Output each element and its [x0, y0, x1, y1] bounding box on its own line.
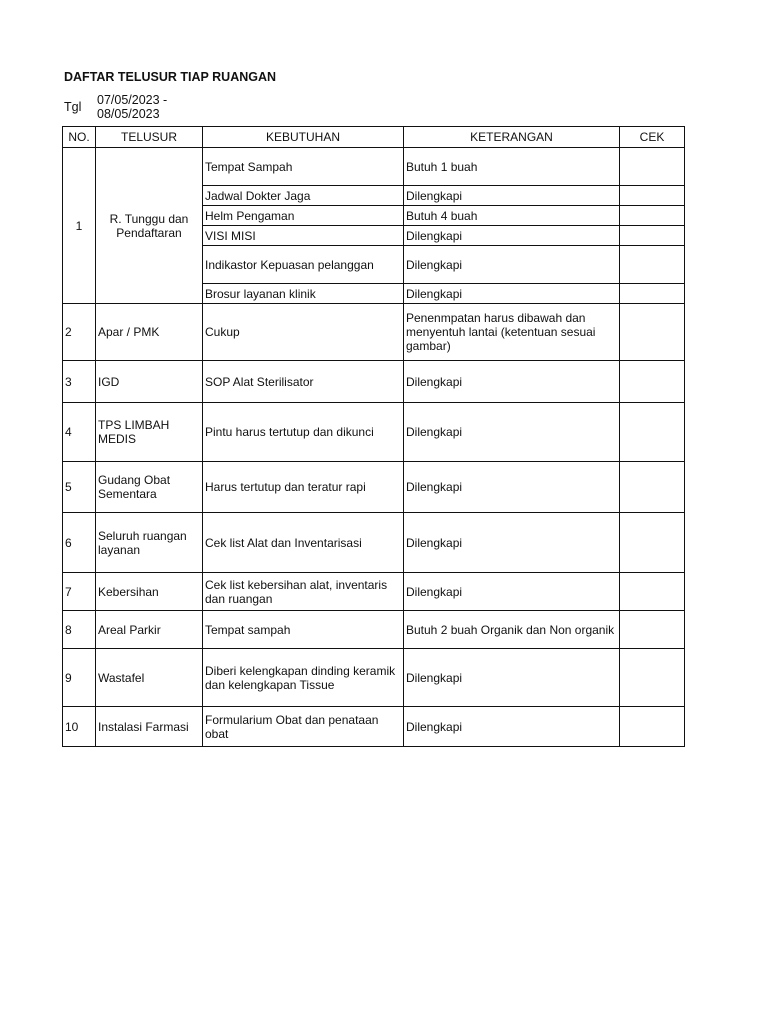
- cek-cell[interactable]: [620, 361, 685, 403]
- keterangan-cell: Dilengkapi: [404, 403, 620, 462]
- cek-cell[interactable]: [620, 403, 685, 462]
- table-row: [63, 707, 685, 747]
- cek-cell[interactable]: [620, 148, 685, 186]
- telusur-cell: R. Tunggu dan Pendaftaran: [96, 148, 203, 304]
- keterangan-cell: Dilengkapi: [404, 573, 620, 611]
- telusur-cell: Areal Parkir: [96, 611, 203, 649]
- page-title: DAFTAR TELUSUR TIAP RUANGAN: [64, 70, 277, 84]
- keterangan-cell: Dilengkapi: [404, 513, 620, 573]
- header-row: [63, 127, 685, 148]
- telusur-cell: Seluruh ruangan layanan: [96, 513, 203, 573]
- cek-cell[interactable]: [620, 573, 685, 611]
- header-no: NO.: [63, 127, 96, 148]
- table-row: [63, 611, 685, 649]
- keterangan-cell: Dilengkapi: [404, 246, 620, 284]
- cek-cell[interactable]: [620, 186, 685, 206]
- kebutuhan-cell: Pintu harus tertutup dan dikunci: [203, 403, 404, 462]
- table-row: [63, 462, 685, 513]
- header-keterangan: KETERANGAN: [404, 127, 620, 148]
- table-row: [63, 513, 685, 573]
- kebutuhan-cell: Brosur layanan klinik: [203, 284, 404, 304]
- cek-cell[interactable]: [620, 284, 685, 304]
- date-range: 07/05/2023 - 08/05/2023: [97, 93, 168, 121]
- kebutuhan-cell: Cukup: [203, 304, 404, 361]
- telusur-cell: Apar / PMK: [96, 304, 203, 361]
- keterangan-cell: Dilengkapi: [404, 707, 620, 747]
- row-number: 5: [63, 462, 96, 513]
- cek-cell[interactable]: [620, 649, 685, 707]
- header-cek: CEK: [620, 127, 685, 148]
- table-row: [63, 649, 685, 707]
- telusur-cell: IGD: [96, 361, 203, 403]
- cek-cell[interactable]: [620, 707, 685, 747]
- keterangan-cell: Dilengkapi: [404, 361, 620, 403]
- trace-table: [62, 126, 685, 747]
- table-row: [63, 304, 685, 361]
- table-row: [63, 573, 685, 611]
- kebutuhan-cell: Tempat Sampah: [203, 148, 404, 186]
- row-number: 9: [63, 649, 96, 707]
- keterangan-cell: Dilengkapi: [404, 226, 620, 246]
- row-number: 8: [63, 611, 96, 649]
- kebutuhan-cell: SOP Alat Sterilisator: [203, 361, 404, 403]
- keterangan-cell: Dilengkapi: [404, 649, 620, 707]
- kebutuhan-cell: Helm Pengaman: [203, 206, 404, 226]
- kebutuhan-cell: Cek list kebersihan alat, inventaris dan ruangan: [203, 573, 404, 611]
- keterangan-cell: Butuh 2 buah Organik dan Non organik: [404, 611, 620, 649]
- row-number: 3: [63, 361, 96, 403]
- keterangan-cell: Butuh 1 buah: [404, 148, 620, 186]
- row-number: 10: [63, 707, 96, 747]
- row-number: 1: [63, 148, 96, 304]
- cek-cell[interactable]: [620, 246, 685, 284]
- cek-cell[interactable]: [620, 206, 685, 226]
- date-label: Tgl: [64, 100, 82, 114]
- cek-cell[interactable]: [620, 513, 685, 573]
- telusur-cell: Gudang Obat Sementara: [96, 462, 203, 513]
- cek-cell[interactable]: [620, 462, 685, 513]
- cek-cell[interactable]: [620, 226, 685, 246]
- keterangan-cell: Dilengkapi: [404, 186, 620, 206]
- keterangan-cell: Penenmpatan harus dibawah dan menyentuh lantai (ketentuan sesuai gambar): [404, 304, 620, 361]
- kebutuhan-cell: Jadwal Dokter Jaga: [203, 186, 404, 206]
- kebutuhan-cell: Indikastor Kepuasan pelanggan: [203, 246, 404, 284]
- table-row: [63, 148, 685, 186]
- kebutuhan-cell: Tempat sampah: [203, 611, 404, 649]
- row-number: 7: [63, 573, 96, 611]
- keterangan-cell: Butuh 4 buah: [404, 206, 620, 226]
- telusur-cell: Instalasi Farmasi: [96, 707, 203, 747]
- keterangan-cell: Dilengkapi: [404, 284, 620, 304]
- table-row: [63, 361, 685, 403]
- kebutuhan-cell: VISI MISI: [203, 226, 404, 246]
- row-number: 4: [63, 403, 96, 462]
- row-number: 2: [63, 304, 96, 361]
- row-number: 6: [63, 513, 96, 573]
- telusur-cell: TPS LIMBAH MEDIS: [96, 403, 203, 462]
- kebutuhan-cell: Diberi kelengkapan dinding keramik dan kelengkapan Tissue: [203, 649, 404, 707]
- header-telusur: TELUSUR: [96, 127, 203, 148]
- header-kebutuhan: KEBUTUHAN: [203, 127, 404, 148]
- cek-cell[interactable]: [620, 304, 685, 361]
- cek-cell[interactable]: [620, 611, 685, 649]
- telusur-cell: Kebersihan: [96, 573, 203, 611]
- kebutuhan-cell: Harus tertutup dan teratur rapi: [203, 462, 404, 513]
- telusur-cell: Wastafel: [96, 649, 203, 707]
- kebutuhan-cell: Cek list Alat dan Inventarisasi: [203, 513, 404, 573]
- keterangan-cell: Dilengkapi: [404, 462, 620, 513]
- table-row: [63, 403, 685, 462]
- kebutuhan-cell: Formularium Obat dan penataan obat: [203, 707, 404, 747]
